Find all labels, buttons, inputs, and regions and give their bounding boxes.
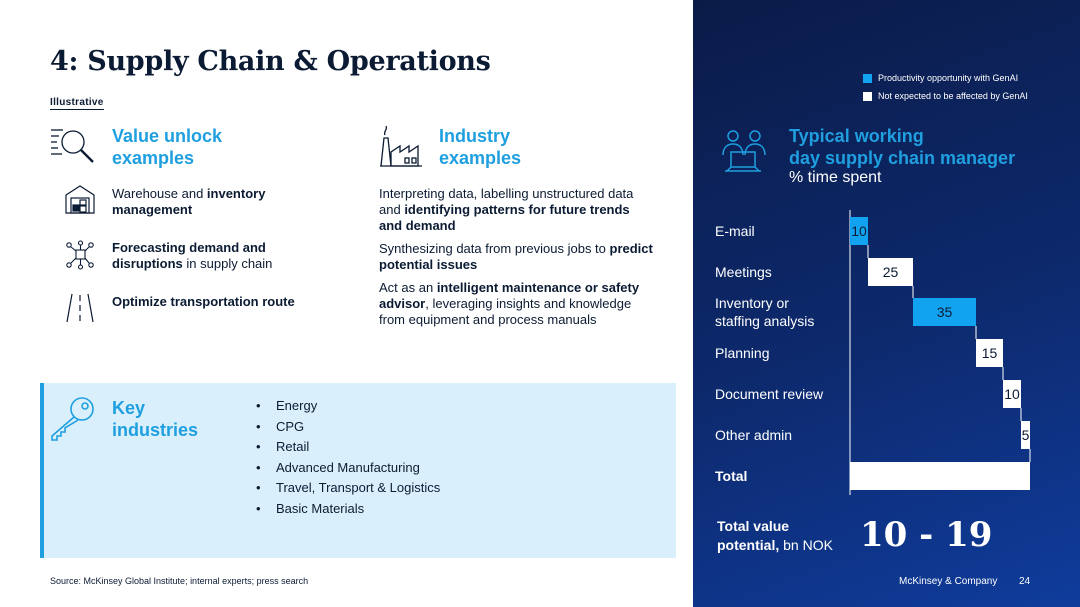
category-label-total: Total <box>715 468 748 484</box>
bar-total <box>850 462 1030 490</box>
industry-example-1: Interpreting data, labelling unstructured data and identifying patterns for future trends and demand <box>379 186 634 233</box>
category-label-planning: Planning <box>715 345 770 361</box>
legend-not-affected: Not expected to be affected by GenAI <box>863 91 1028 101</box>
chart-title: Typical working day supply chain manager <box>789 126 1016 168</box>
value-unlock-item-1: Warehouse and inventory management <box>112 186 266 217</box>
footer-brand: McKinsey & Company <box>899 576 998 587</box>
bar-value-label: 5 <box>1021 427 1030 443</box>
bar-value-label: 15 <box>981 345 998 361</box>
source-note: Source: McKinsey Global Institute; internal experts; press search <box>50 576 309 586</box>
total-value-amount: 10 - 19 <box>860 515 993 555</box>
chart-subtitle: % time spent <box>789 169 882 186</box>
value-unlock-title: Value unlock examples <box>112 126 223 168</box>
list-item: • Energy <box>256 396 440 417</box>
list-item: • Basic Materials <box>256 499 440 520</box>
bar-value-label: 25 <box>882 264 899 280</box>
category-label-other-admin: Other admin <box>715 427 793 443</box>
industry-example-3: Act as an intelligent maintenance or safety advisor, leveraging insights and knowledge from equipment and process manuals <box>379 280 640 327</box>
bar-value-label: 35 <box>936 304 953 320</box>
list-item: • Travel, Transport & Logistics <box>256 478 440 499</box>
total-value-label: Total value potential, bn NOK <box>717 518 833 553</box>
list-item: • CPG <box>256 417 440 438</box>
key-industries-title: Key industries <box>112 398 199 440</box>
list-item: • Advanced Manufacturing <box>256 458 440 479</box>
bar-value-label: 10 <box>851 223 867 239</box>
page-number: 24 <box>1019 576 1031 587</box>
illustrative-tag: Illustrative <box>50 97 104 108</box>
value-unlock-item-2: Forecasting demand and disruptions in supply chain <box>112 240 273 271</box>
industry-examples-title: Industry examples <box>439 126 522 168</box>
category-label-inventory: Inventory or staffing analysis <box>715 295 815 329</box>
category-label-document-review: Document review <box>715 386 824 402</box>
bar-value-label: 10 <box>1004 386 1020 402</box>
value-unlock-item-3: Optimize transportation route <box>112 294 295 309</box>
page-title: 4: Supply Chain & Operations <box>50 46 491 77</box>
category-label-meetings: Meetings <box>715 264 772 280</box>
category-label-email: E-mail <box>715 223 755 239</box>
industry-example-2: Synthesizing data from previous jobs to predict potential issues <box>379 241 653 272</box>
list-item: • Retail <box>256 437 440 458</box>
legend-productivity: Productivity opportunity with GenAI <box>863 73 1018 83</box>
